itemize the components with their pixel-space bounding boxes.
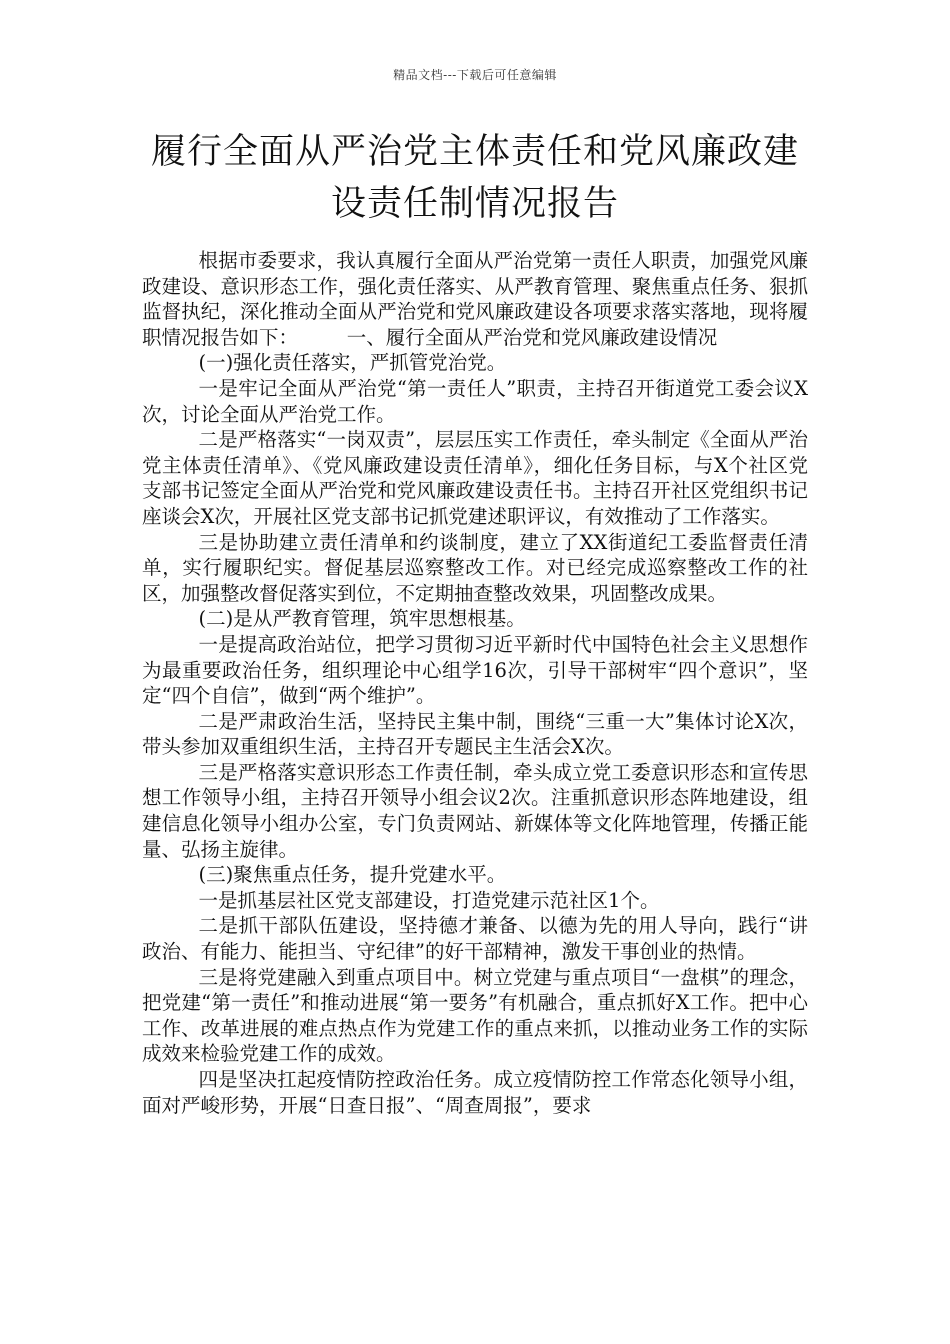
section-heading-1: (一)强化责任落实，严抓管党治党。: [198, 351, 507, 375]
paragraph: 二是严格落实“一岗双责”，层层压实工作责任，牵头制定《全面从严治党主体责任清单》、《党风廉政建设责任清单》，细化任务目标，与X个社区党支部书记签定全面从严治党和党风廉政建设责任书。主持召开社区党组织书记座谈会X次，开展社区党支部书记抓党建述职评议，有效推动了工作落实。: [142, 428, 808, 528]
paragraph-intro: 根据市委要求，我认真履行全面从严治党第一责任人职责，加强党风廉政建设、意识形态工作，强化责任落实、从严教育管理、聚焦重点任务、狠抓监督执纪，深化推动全面从严治党和党风廉政建设各项要求落实落地，现将履职情况报告如下： 一、履行全面从严治党和党风廉政建设情况: [142, 249, 808, 349]
section-heading-3: (三)聚焦重点任务，提升党建水平。: [198, 863, 507, 887]
paragraph: 三是严格落实意识形态工作责任制，牵头成立党工委意识形态和宣传思想工作领导小组，主持召开领导小组会议2次。注重抓意识形态阵地建设，组建信息化领导小组办公室，专门负责网站、新媒体等文化阵地管理，传播正能量、弘扬主旋律。: [142, 760, 808, 861]
paragraph: 四是坚决扛起疫情防控政治任务。成立疫情防控工作常态化领导小组，面对严峻形势，开展“日查日报”、“周查周报”，要求: [142, 1068, 808, 1117]
paragraph: 一是抓基层社区党支部建设，打造党建示范社区1个。: [198, 888, 660, 912]
document-body: [142, 248, 808, 1118]
paragraph: 二是严肃政治生活，坚持民主集中制，围绕“三重一大”集体讨论X次，带头参加双重组织生活，主持召开专题民主生活会X次。: [142, 709, 808, 759]
document-title: [140, 126, 810, 230]
paragraph: 一是牢记全面从严治党“第一责任人”职责，主持召开街道党工委会议X次，讨论全面从严治党工作。: [142, 376, 808, 426]
title-line-1: 履行全面从严治党主体责任和党风廉政建: [150, 132, 799, 172]
header-note: 精品文档---下载后可任意编辑: [393, 68, 557, 82]
paragraph: 三是将党建融入到重点项目中。树立党建与重点项目“一盘棋”的理念，把党建“第一责任”和推动进展“第一要务”有机融合，重点抓好X工作。把中心工作、改革进展的难点热点作为党建工作的重点来抓，以推动业务工作的实际成效来检验党建工作的成效。: [142, 965, 808, 1066]
paragraph: 一是提高政治站位，把学习贯彻习近平新时代中国特色社会主义思想作为最重要政治任务，组织理论中心组学16次，引导干部树牢“四个意识”，坚定“四个自信”，做到“两个维护”。: [142, 632, 808, 708]
paragraph: 三是协助建立责任清单和约谈制度，建立了XX街道纪工委监督责任清单，实行履职纪实。督促基层巡察整改工作。对已经完成巡察整改工作的社区，加强整改督促落实到位，不定期抽查整改效果，巩固整改成果。: [142, 530, 808, 605]
section-heading-2: (二)是从严教育管理，筑牢思想根基。: [198, 607, 526, 631]
paragraph: 二是抓干部队伍建设，坚持德才兼备、以德为先的用人导向，践行“讲政治、有能力、能担当、守纪律”的好干部精神，激发干事创业的热情。: [142, 914, 808, 964]
title-line-2: 设责任制情况报告: [330, 184, 619, 224]
